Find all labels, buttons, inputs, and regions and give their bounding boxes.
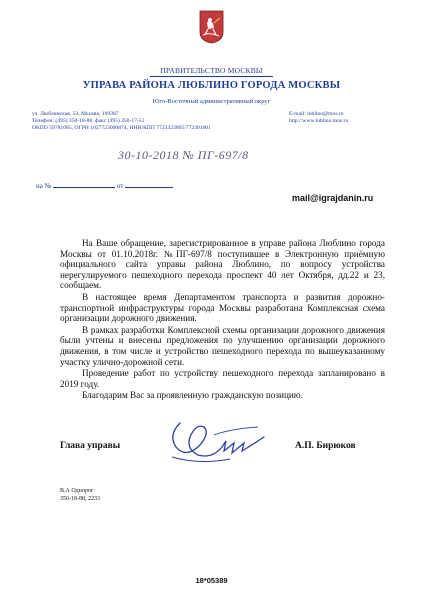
document-code: 18*05389 [195, 576, 228, 585]
address-line: ул. Люблинская, 53, Москва, 109387 [32, 111, 119, 117]
district-name: Юго-Восточный административный округ [152, 98, 271, 105]
signatory-name: А.П. Бирюков [295, 441, 356, 451]
body-paragraph: Проведение работ по устройству пешеходного перехода запланировано в 2019 году. [60, 368, 385, 389]
date-prefix: от [116, 182, 124, 190]
moscow-coat-of-arms-icon [199, 10, 224, 44]
header-divider [150, 76, 273, 77]
date-blank [125, 181, 173, 188]
handwritten-registration: 30-10-2018 № ПГ-697/8 [118, 148, 249, 162]
phone-line: Телефон: (495) 350-18-88, факс (495) 350-17-51 [32, 118, 145, 124]
executor-phone: 350-18-88, 2233 [60, 496, 100, 502]
recipient-email: mail@igrajdanin.ru [292, 193, 374, 203]
organization-title: УПРАВА РАЙОНА ЛЮБЛИНО ГОРОДА МОСКВЫ [82, 80, 341, 91]
number-prefix: на № [36, 182, 52, 190]
government-title: ПРАВИТЕЛЬСТВО МОСКВЫ [160, 66, 263, 75]
contacts-block [289, 111, 348, 125]
handwritten-signature [160, 415, 275, 473]
number-blank [53, 181, 115, 188]
executor-block [60, 487, 100, 503]
signatory-position: Глава управы [60, 441, 121, 451]
body-paragraph: В рамках разработки Комплексной схемы организации дорожного движения были учтены и внесены предложения по улучшению организации дорожного движения, в том числе и устройство пешеходного перехода по вышеуказанному участку улично-дорожной сети. [60, 324, 385, 367]
address-block [32, 111, 211, 132]
body-paragraph: На Ваше обращение, зарегистрированное в управе района Люблино города Москвы от 01.10.2018г. №ПГ-697/8 поступившее в Электронную приёмную официального сайта управы района Люблино, по вопросу устройства нерегулируемого пешеходного перехода проспект 40 лет Октября, дд.22 и 23, сообщаем. [60, 238, 385, 291]
reference-number-line [36, 181, 173, 190]
executor-name: В.А Однорог [60, 488, 94, 494]
email-line: E-mail: lublino@mos.ru [289, 111, 344, 117]
body-paragraph: Благодарим Вас за проявленную гражданскую позицию. [82, 390, 303, 401]
website-line: http://www.lublino.mos.ru [289, 118, 349, 124]
body-paragraph: В настоящее время Департаментом транспорта и развития дорожно-транспортной инфраструктуры города Москвы разработана Комплексная схема организации дорожного движения. [60, 291, 385, 324]
letter-body [60, 238, 385, 402]
registry-codes-line: ОКПО 59781085, ОГРН 1027723000874, ИНН/КПП 7723323895/772301001 [32, 125, 211, 131]
